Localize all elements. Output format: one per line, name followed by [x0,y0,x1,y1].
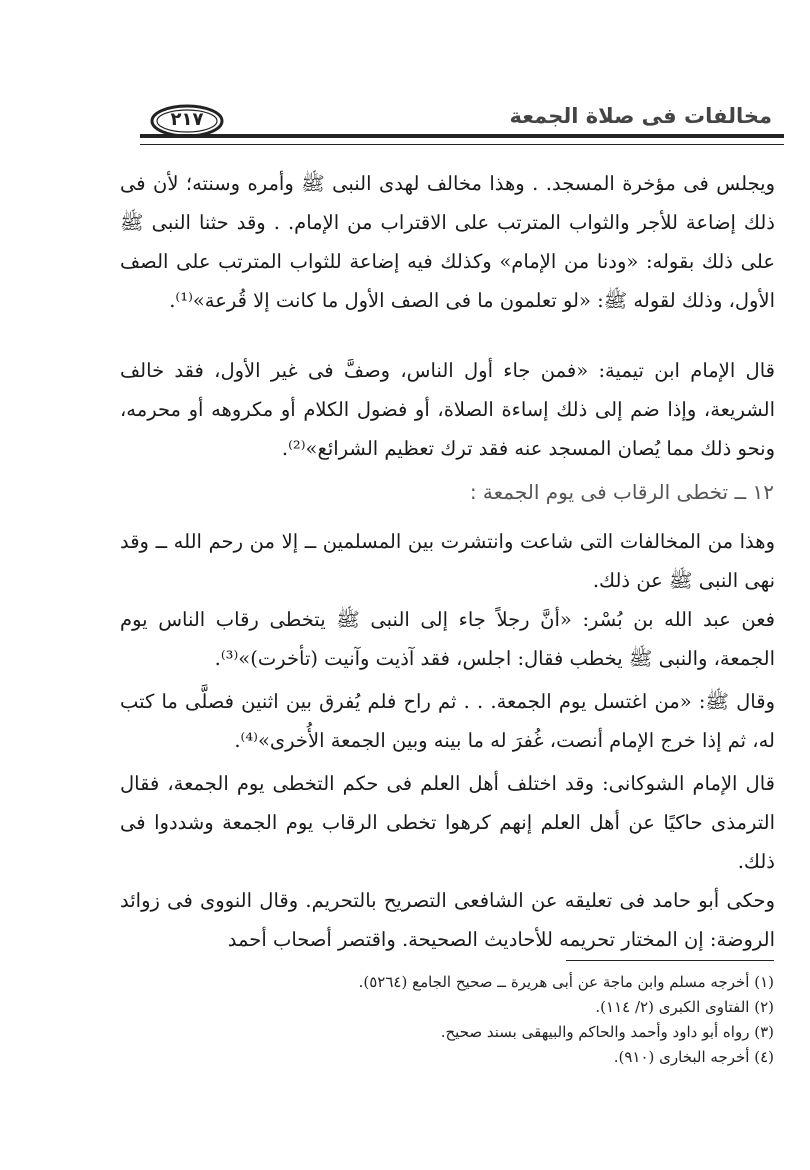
paragraph-4: فعن عبد الله بن بُسْر: «أنَّ رجلاً جاء إلى النبى ﷺ يتخطى رقاب الناس يوم الجمعة، والنبى ﷺ يخطب فقال: اجلس، فقد آذيت وآنيت (تأخرت)»⁽³⁾. [120,608,775,670]
footnote-3: (٣) رواه أبو داود وأحمد والحاكم والبيهقى بسند صحيح. [440,1023,774,1041]
section-heading: ١٢ ــ تخطى الرقاب فى يوم الجمعة : [469,480,774,504]
running-header-title: مخالفات فى صلاة الجمعة [509,104,772,128]
paragraph-1: ويجلس فى مؤخرة المسجد. . وهذا مخالف لهدى النبى ﷺ وأمره وسنته؛ لأن فى ذلك إضاعة للأجر والثواب المترتب على الاقتراب من الإمام. . وقد حثنا النبى ﷺ على ذلك بقوله: «ودنا من الإمام» وكذلك فيه إضاعة للثواب المترتب على الصف الأول، وذلك لقوله ﷺ: «لو تعلمون ما فى الصف الأول ما كانت إلا قُرعة»⁽¹⁾. [120,172,775,312]
paragraph-6: قال الإمام الشوكانى: وقد اختلف أهل العلم فى حكم التخطى يوم الجمعة، فقال الترمذى حاكيًا عن أهل العلم إنهم كرهوا تخطى الرقاب يوم الجمعة وشددوا فى ذلك. [120,772,775,873]
footnote-4: (٤) أخرجه البخارى (٩١٠). [613,1048,774,1066]
paragraph-7: وحكى أبو حامد فى تعليقه عن الشافعى التصريح بالتحريم. وقال النووى فى زوائد الروضة: إن المختار تحريمه للأحاديث الصحيحة. واقتصر أصحاب أحمد [120,889,775,951]
header-rule [140,134,784,145]
page-number-badge [150,104,224,138]
footnote-2: (٢) الفتاوى الكبرى (٢/ ١١٤). [595,998,774,1016]
page-number: ٢١٧ [170,109,204,130]
paragraph-3: وهذا من المخالفات التى شاعت وانتشرت بين المسلمين ــ إلا من رحم الله ــ وقد نهى النبى ﷺ عن ذلك. [120,530,775,592]
paragraph-5: وقال ﷺ: «من اغتسل يوم الجمعة. . . ثم راح فلم يُفرق بين اثنين فصلَّى ما كتب له، ثم إذا خرج الإمام أنصت، غُفرَ له ما بينه وبين الجمعة الأُخرى»⁽⁴⁾. [120,690,775,752]
footnote-rule [566,960,774,961]
footnote-1: (١) أخرجه مسلم وابن ماجة عن أبى هريرة ــ صحيح الجامع (٥٢٦٤). [358,973,774,991]
paragraph-2: قال الإمام ابن تيمية: «فمن جاء أول الناس، وصفَّ فى غير الأول، فقد خالف الشريعة، وإذا ضم إلى ذلك إساءة الصلاة، أو فضول الكلام أو مكروهه أو محرمه، ونحو ذلك مما يُصان المسجد عنه فقد ترك تعظيم الشرائع»⁽²⁾. [120,359,775,460]
